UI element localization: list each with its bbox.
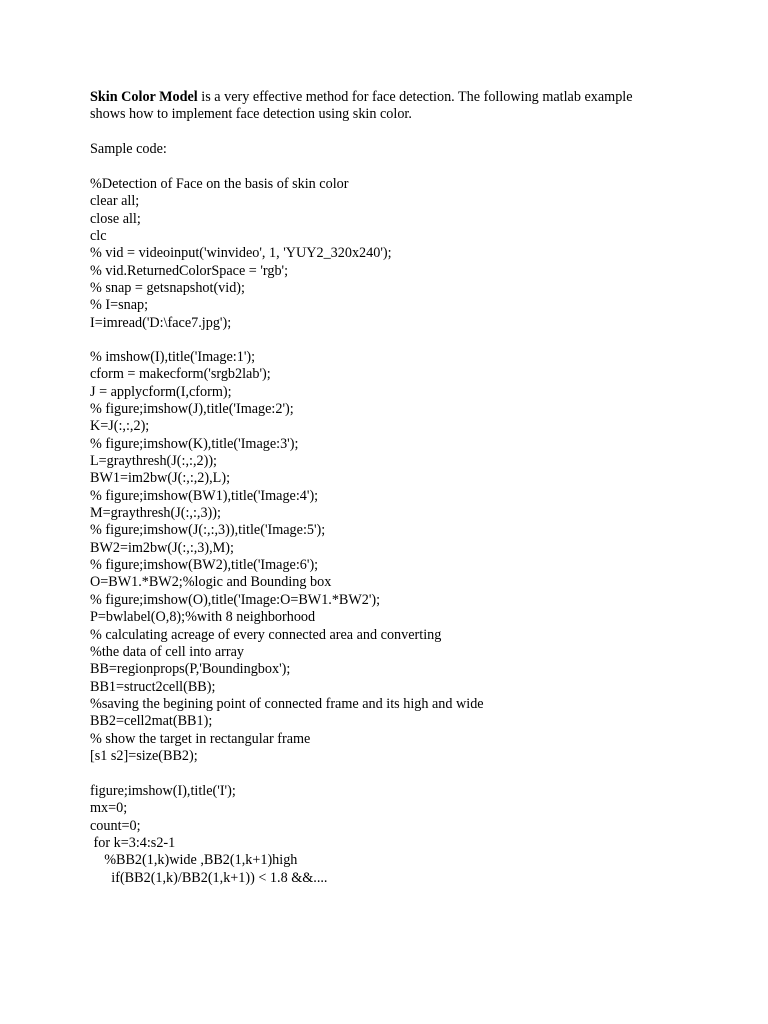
code-block-processing bbox=[90, 349, 710, 765]
code-line: clc bbox=[90, 228, 107, 245]
code-line: figure;imshow(I),title('I'); bbox=[90, 783, 236, 799]
code-line: %the data of cell into array bbox=[90, 643, 245, 660]
code-line: clear all; bbox=[90, 193, 140, 210]
code-line: % figure;imshow(J(:,:,3)),title('Image:5'); bbox=[90, 522, 326, 539]
code-line: close all; bbox=[90, 210, 141, 227]
intro-line-1 bbox=[90, 89, 710, 106]
skin-color-model-term: Skin Color Model bbox=[90, 89, 198, 105]
code-line: % vid = videoinput('winvideo', 1, 'YUY2_320x240'); bbox=[90, 245, 392, 262]
code-line: % calculating acreage of every connected area and converting bbox=[90, 626, 442, 643]
code-line: I=imread('D:\face7.jpg'); bbox=[90, 314, 232, 331]
code-block-display-loop bbox=[90, 783, 710, 887]
code-line: cform = makecform('srgb2lab'); bbox=[90, 366, 271, 383]
code-line: mx=0; bbox=[90, 800, 128, 817]
code-block-setup bbox=[90, 176, 710, 332]
code-line: [s1 s2]=size(BB2); bbox=[90, 747, 198, 764]
code-line: % I=snap; bbox=[90, 297, 149, 314]
code-line: K=J(:,:,2); bbox=[90, 418, 150, 435]
code-line: % vid.ReturnedColorSpace = 'rgb'; bbox=[90, 262, 289, 279]
code-line: BW2=im2bw(J(:,:,3),M); bbox=[90, 539, 234, 556]
code-line: L=graythresh(J(:,:,2)); bbox=[90, 453, 217, 470]
code-line: for k=3:4:s2-1 bbox=[90, 835, 176, 852]
code-line: % figure;imshow(K),title('Image:3'); bbox=[90, 435, 299, 452]
sample-code-label bbox=[90, 141, 710, 158]
code-line: BW1=im2bw(J(:,:,2),L); bbox=[90, 470, 231, 487]
code-line: % snap = getsnapshot(vid); bbox=[90, 280, 245, 297]
intro-paragraph bbox=[90, 89, 710, 124]
code-line: % show the target in rectangular frame bbox=[90, 730, 311, 747]
sample-code-label-text: Sample code: bbox=[90, 141, 167, 157]
code-line: % figure;imshow(O),title('Image:O=BW1.*BW2'); bbox=[90, 591, 381, 608]
code-line: %BB2(1,k)wide ,BB2(1,k+1)high bbox=[90, 852, 298, 869]
code-line: % figure;imshow(BW1),title('Image:4'); bbox=[90, 487, 319, 504]
code-line: O=BW1.*BW2;%logic and Bounding box bbox=[90, 574, 332, 591]
code-line: P=bwlabel(O,8);%with 8 neighborhood bbox=[90, 609, 316, 626]
code-line: %saving the begining point of connected frame and its high and wide bbox=[90, 695, 484, 712]
intro-line-2: shows how to implement face detection using skin color. bbox=[90, 106, 412, 123]
code-line: count=0; bbox=[90, 817, 141, 834]
code-line: M=graythresh(J(:,:,3)); bbox=[90, 505, 221, 522]
code-line: BB2=cell2mat(BB1); bbox=[90, 713, 213, 730]
intro-line-1-rest: is a very effective method for face detection. The following matlab example bbox=[197, 89, 633, 105]
code-line: if(BB2(1,k)/BB2(1,k+1)) < 1.8 &&.... bbox=[90, 869, 328, 886]
code-line: BB=regionprops(P,'Boundingbox'); bbox=[90, 661, 291, 678]
code-line: % figure;imshow(BW2),title('Image:6'); bbox=[90, 557, 319, 574]
code-line: % imshow(I),title('Image:1'); bbox=[90, 349, 256, 365]
code-line: BB1=struct2cell(BB); bbox=[90, 678, 216, 695]
code-line: %Detection of Face on the basis of skin color bbox=[90, 176, 349, 192]
code-line: J = applycform(I,cform); bbox=[90, 383, 232, 400]
code-line: % figure;imshow(J),title('Image:2'); bbox=[90, 401, 294, 418]
